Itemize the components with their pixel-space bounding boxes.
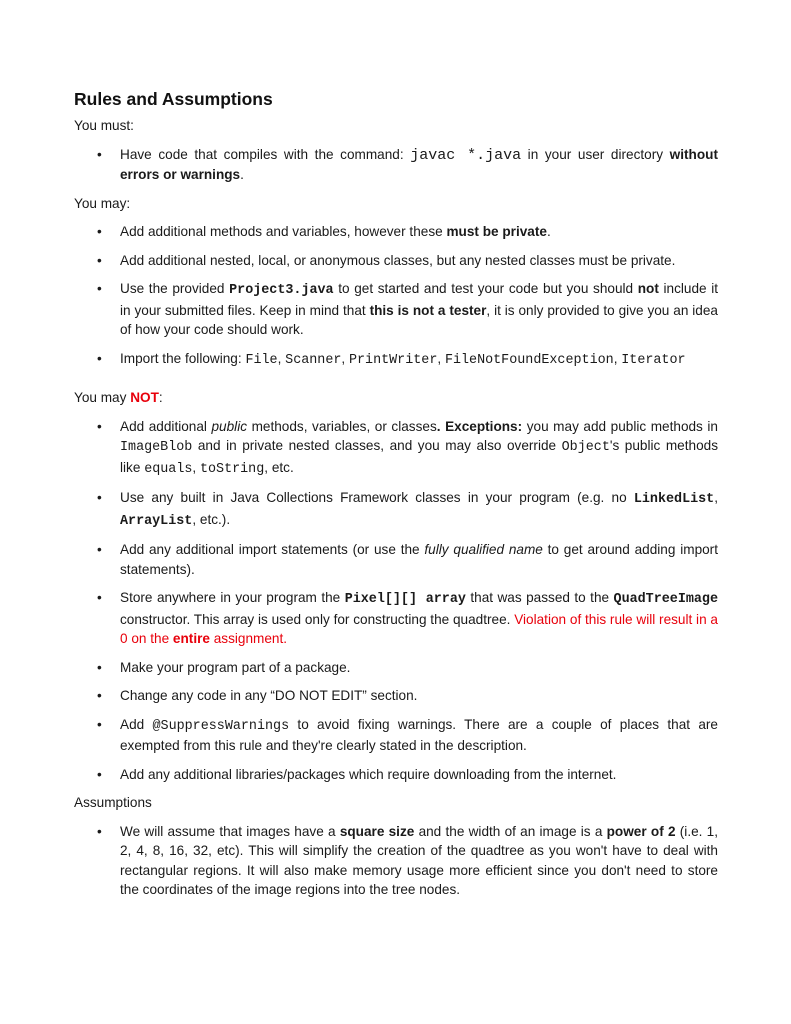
assumptions-heading: Assumptions	[74, 795, 152, 810]
may-item-project3: • Use the provided Project3.java to get started and test your code but you should not include it in your submitted files. Keep in mind that this is not a tester, it is only provided to give you an idea of how your code should work.	[74, 279, 718, 340]
must-heading: You must:	[74, 118, 134, 133]
may-item-nested-classes: • Add additional nested, local, or anonymous classes, but any nested classes must be private.	[74, 251, 718, 271]
may-item-imports: • Import the following: File, Scanner, PrintWriter, FileNotFoundException, Iterator	[74, 349, 718, 371]
must-list	[74, 145, 718, 185]
maynot-item-suppresswarnings: • Add @SuppressWarnings to avoid fixing warnings. There are a couple of places that are exempted from this rule and they're clearly stated in the description.	[74, 715, 718, 756]
may-list	[74, 222, 718, 370]
maynot-item-import: • Add any additional import statements (or use the fully qualified name to get around adding import statements).	[74, 540, 718, 579]
maynot-item-package: • Make your program part of a package.	[74, 658, 718, 678]
may-item-methods: • Add additional methods and variables, however these must be private.	[74, 222, 718, 242]
maynot-item-pixel-array: • Store anywhere in your program the Pixel[][] array that was passed to the QuadTreeImage constructor. This array is used only for constructing the quadtree. Violation of this rule will result in a 0 on the entire assignment.	[74, 588, 718, 649]
maynot-list	[74, 417, 718, 785]
maynot-item-donotedit: • Change any code in any “DO NOT EDIT” section.	[74, 686, 718, 706]
assumption-item-square: • We will assume that images have a square size and the width of an image is a power of 2 (i.e. 1, 2, 4, 8, 16, 32, etc). This will simplify the creation of the quadtree as you won't have to deal with rectangular regions. It will also make memory usage more efficient since you don't need to store the coordinates of the image regions into the tree nodes.	[74, 822, 718, 900]
compile-command: javac *.java	[410, 146, 522, 164]
may-heading: You may:	[74, 195, 131, 211]
page-title: Rules and Assumptions	[74, 89, 273, 109]
document-page	[74, 88, 718, 909]
maynot-item-libraries: • Add any additional libraries/packages which require downloading from the internet.	[74, 765, 718, 785]
maynot-item-public: • Add additional public methods, variables, or classes. Exceptions: you may add public methods in ImageBlob and in private nested classes, and you may also override Object's public methods like equals, toString, etc.	[74, 417, 718, 480]
maynot-heading: You may NOT:	[74, 390, 163, 405]
maynot-item-collections: • Use any built in Java Collections Framework classes in your program (e.g. no LinkedList, ArrayList, etc.).	[74, 488, 718, 531]
assumptions-list	[74, 822, 718, 900]
must-item-compile: • Have code that compiles with the command: javac *.java in your user directory without errors or warnings.	[74, 145, 718, 185]
